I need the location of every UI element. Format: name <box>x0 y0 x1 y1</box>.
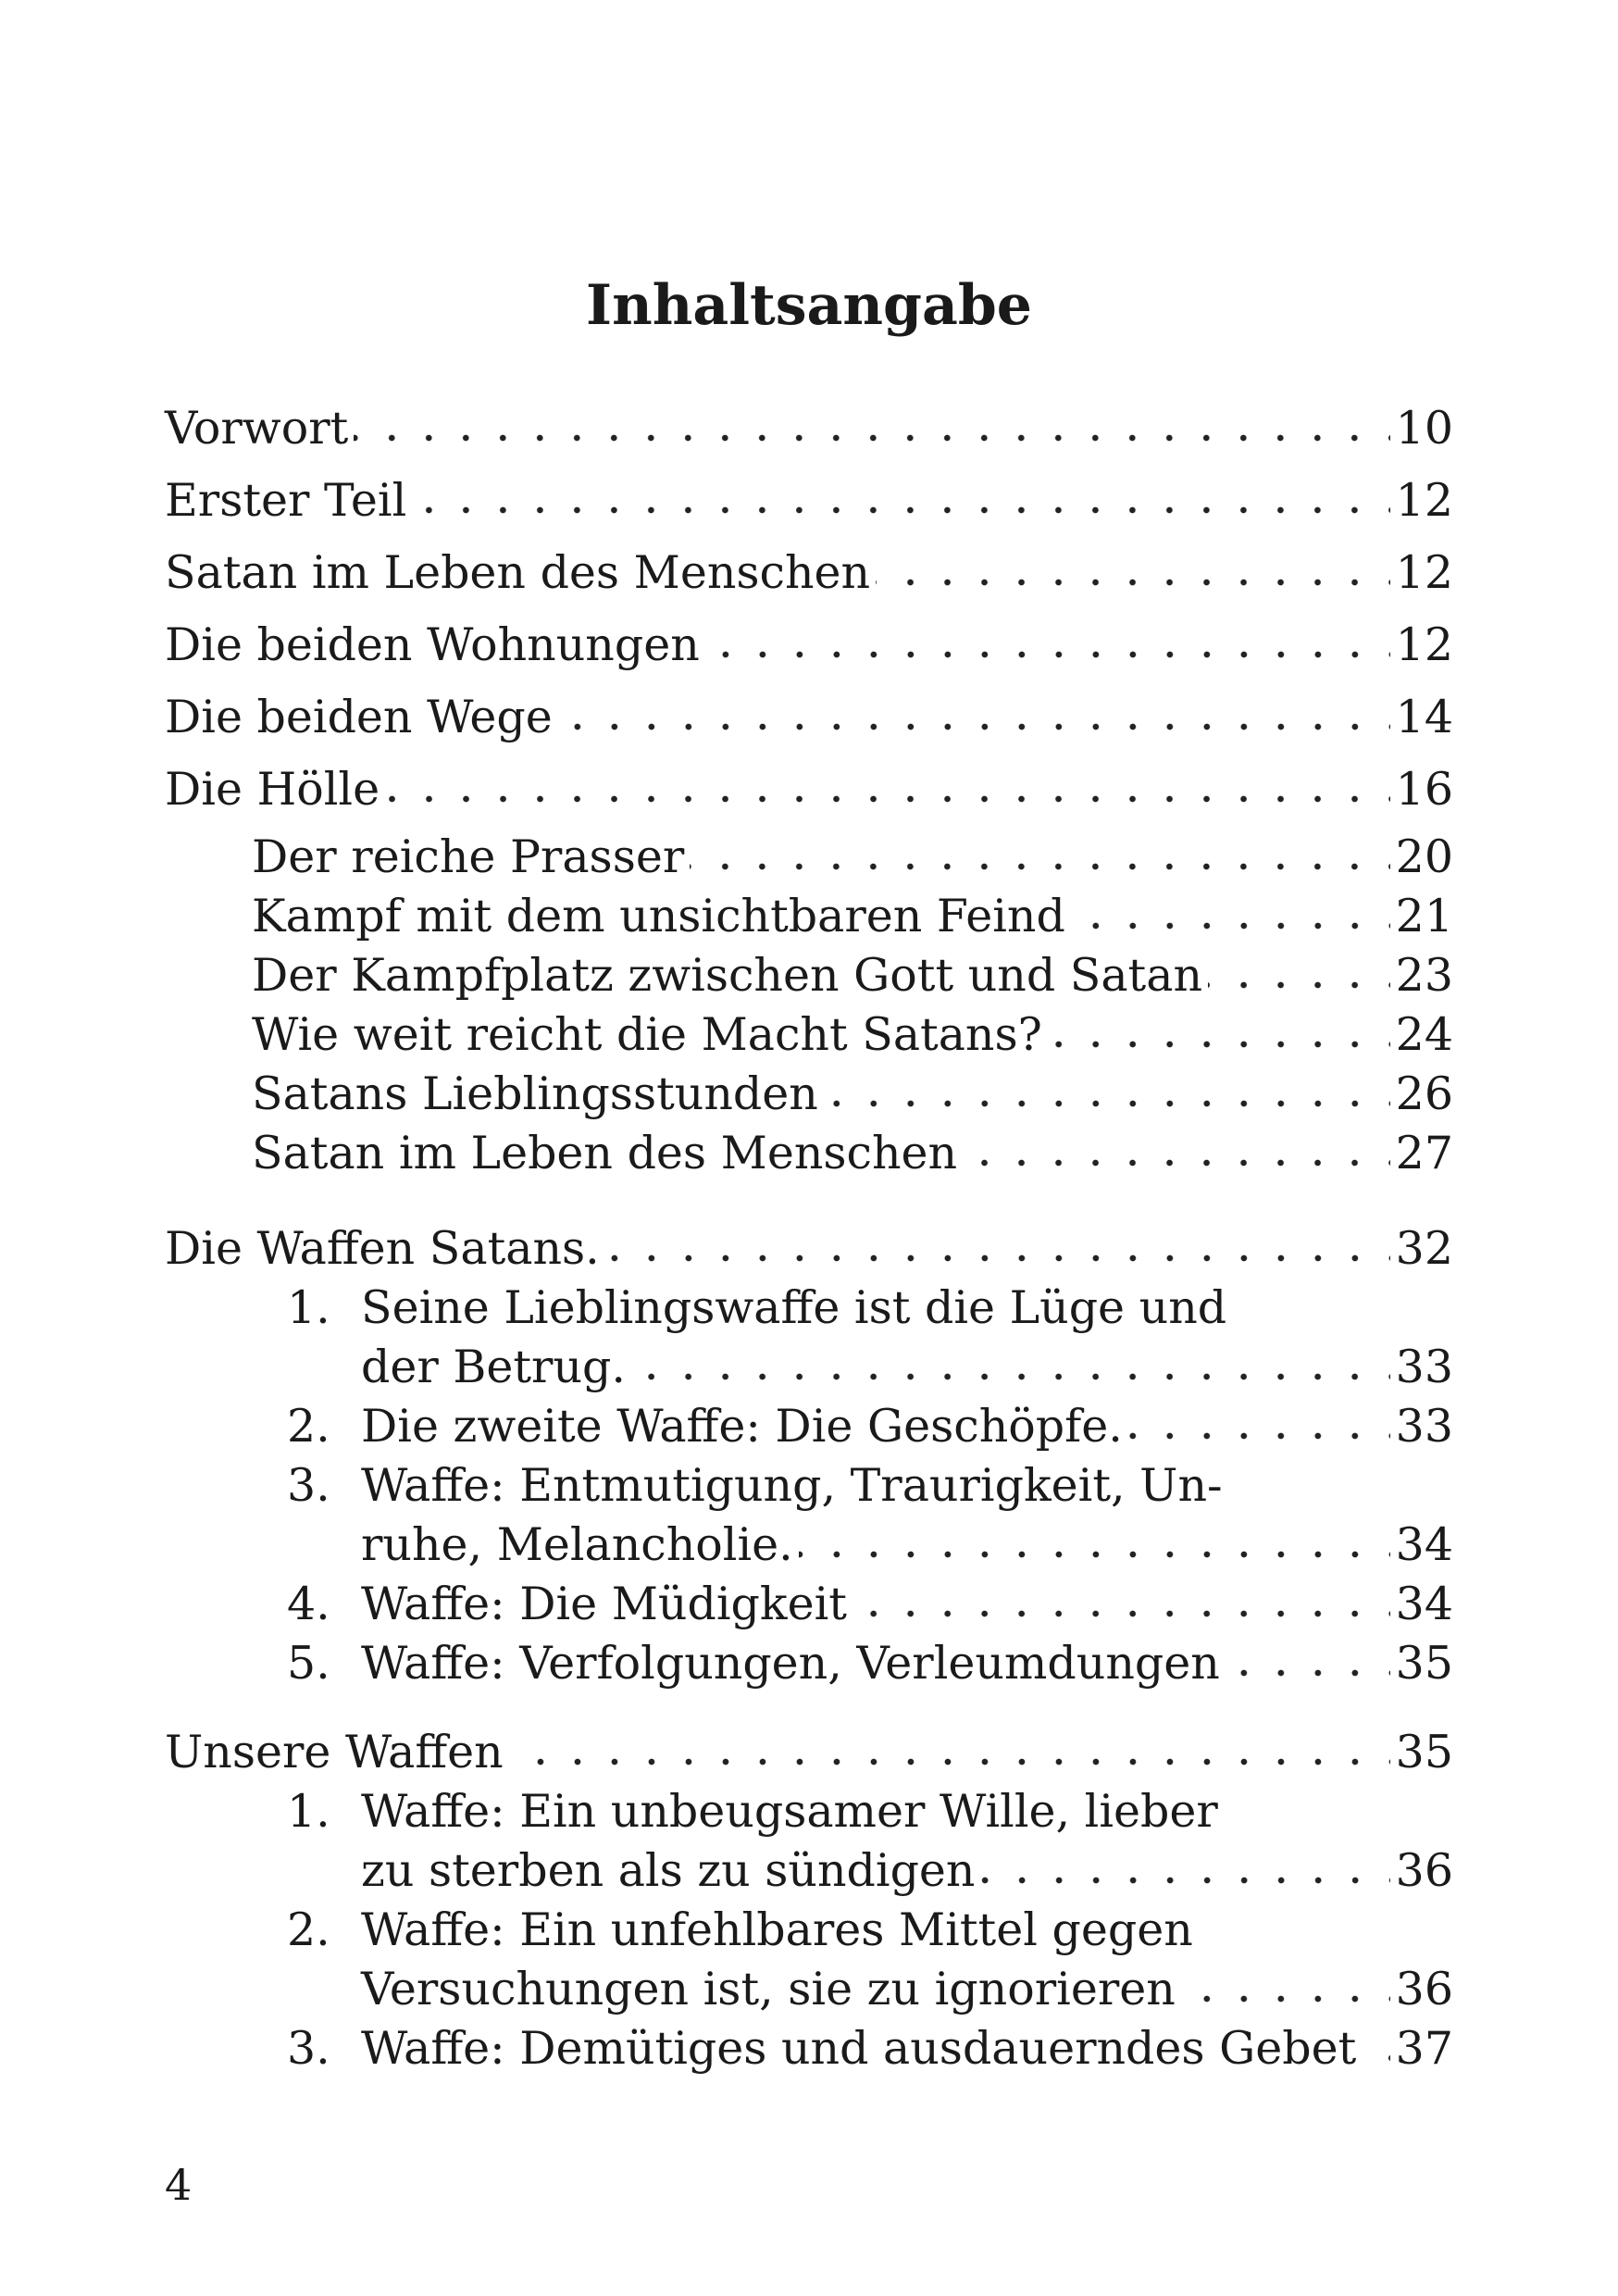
toc-subentry[interactable] <box>0 881 1618 946</box>
toc-entry-page: 33 <box>1395 1341 1453 1393</box>
toc-entry-page: 12 <box>1395 474 1453 527</box>
dot-leader <box>558 688 1390 747</box>
page-number: 4 <box>165 2160 193 2210</box>
toc-entry[interactable] <box>0 1717 1618 1782</box>
dot-leader <box>853 1575 1390 1634</box>
toc-entry-title: zu sterben als zu sündigen <box>361 1844 976 1897</box>
dot-leader <box>876 543 1390 603</box>
toc-entry-number: 2. <box>287 1400 330 1453</box>
dot-leader <box>824 1065 1390 1124</box>
dot-leader <box>705 616 1390 675</box>
toc-entry-page: 36 <box>1395 1963 1453 2015</box>
dot-leader <box>1071 887 1390 946</box>
toc-entry-page: 33 <box>1395 1400 1453 1453</box>
page-title: Inhaltsangabe <box>586 273 1032 338</box>
toc-entry-title: Vorwort <box>165 402 349 455</box>
toc-entry-page: 36 <box>1395 1844 1453 1897</box>
toc-entry-title: der Betrug. <box>361 1341 626 1393</box>
toc-entry-title: Die zweite Waffe: Die Geschöpfe. <box>361 1400 1123 1453</box>
dot-leader <box>799 1516 1390 1575</box>
toc-entry-page: 23 <box>1395 949 1453 1002</box>
toc-subentry[interactable] <box>0 1000 1618 1065</box>
dot-leader <box>631 1338 1390 1397</box>
toc-entry-title: Wie weit reicht die Macht Satans? <box>252 1008 1042 1061</box>
toc-entry-page: 27 <box>1395 1127 1453 1179</box>
toc-entry-title: Die Waffen Satans. <box>165 1222 600 1275</box>
toc-entry-title: Satan im Leben des Menschen <box>252 1127 958 1179</box>
toc-entry-number: 3. <box>287 2022 330 2075</box>
toc-entry-title: ruhe, Melancholie. <box>361 1518 793 1571</box>
toc-entry-title-line1: Waffe: Ein unfehlbares Mittel gegen <box>361 1903 1193 1956</box>
toc-entry-title: Die beiden Wege <box>165 691 553 743</box>
toc-entry-page: 21 <box>1395 890 1453 942</box>
toc-entry[interactable] <box>0 466 1618 530</box>
toc-numbered-entry[interactable] <box>0 1273 1618 1338</box>
toc-numbered-entry[interactable] <box>0 1628 1618 1693</box>
toc-entry-title-line1: Waffe: Ein unbeugsamer Wille, lieber <box>361 1785 1218 1838</box>
dot-leader <box>1128 1397 1390 1456</box>
toc-entry-number: 3. <box>287 1459 330 1512</box>
toc-entry-title: Kampf mit dem unsichtbaren Feind <box>252 890 1065 942</box>
toc-entry-page: 14 <box>1395 691 1453 743</box>
toc-numbered-entry-continuation <box>0 1836 1618 1901</box>
toc-entry-page: 34 <box>1395 1518 1453 1571</box>
toc-entry-page: 20 <box>1395 830 1453 883</box>
toc-entry-title: Waffe: Verfolgungen, Verleumdungen <box>361 1637 1220 1690</box>
toc-numbered-entry-continuation <box>0 1954 1618 2019</box>
toc-entry-number: 4. <box>287 1578 330 1630</box>
dot-leader <box>1181 1960 1390 2019</box>
dot-leader <box>1048 1005 1390 1065</box>
dot-leader <box>690 828 1389 887</box>
dot-leader <box>509 1723 1390 1782</box>
toc-numbered-entry[interactable] <box>0 2014 1618 2078</box>
toc-entry-page: 12 <box>1395 546 1453 599</box>
toc-entry[interactable] <box>0 610 1618 675</box>
toc-entry-title-line1: Seine Lieblingswaffe ist die Lüge und <box>361 1281 1227 1334</box>
dot-leader <box>385 760 1390 819</box>
toc-subentry[interactable] <box>0 1059 1618 1124</box>
toc-entry-title: Der Kampfplatz zwischen Gott und Satan <box>252 949 1203 1002</box>
toc-entry-page: 12 <box>1395 618 1453 671</box>
dot-leader <box>981 1841 1390 1901</box>
toc-entry-number: 2. <box>287 1903 330 1956</box>
toc-entry-page: 35 <box>1395 1637 1453 1690</box>
dot-leader <box>1226 1634 1390 1693</box>
toc-entry-number: 1. <box>287 1281 330 1334</box>
toc-entry-page: 34 <box>1395 1578 1453 1630</box>
toc-entry-page: 37 <box>1395 2022 1453 2075</box>
toc-entry-title: Satan im Leben des Menschen <box>165 546 871 599</box>
toc-entry-page: 24 <box>1395 1008 1453 1061</box>
toc-entry[interactable] <box>0 538 1618 603</box>
toc-entry-page: 32 <box>1395 1222 1453 1275</box>
toc-numbered-entry[interactable] <box>0 1569 1618 1634</box>
toc-entry[interactable] <box>0 682 1618 747</box>
toc-entry[interactable] <box>0 755 1618 819</box>
toc-entry-title-line1: Waffe: Entmutigung, Traurigkeit, Un- <box>361 1459 1223 1512</box>
toc-entry-title: Waffe: Demütiges und ausdauerndes Gebet <box>361 2022 1357 2075</box>
toc-entry-title: Die Hölle <box>165 763 380 816</box>
dot-leader <box>412 471 1389 530</box>
toc-entry-title: Satans Lieblingsstunden <box>252 1067 818 1120</box>
toc-entry-title: Unsere Waffen <box>165 1726 504 1778</box>
dot-leader <box>354 399 1389 458</box>
toc-entry[interactable] <box>0 1214 1618 1279</box>
toc-numbered-entry[interactable] <box>0 1895 1618 1960</box>
toc-entry-page: 26 <box>1395 1067 1453 1120</box>
toc-entry-title: Versuchungen ist, sie zu ignorieren <box>361 1963 1176 2015</box>
toc-subentry[interactable] <box>0 941 1618 1005</box>
toc-entry-page: 16 <box>1395 763 1453 816</box>
toc-entry-page: 35 <box>1395 1726 1453 1778</box>
toc-entry-title: Erster Teil <box>165 474 407 527</box>
toc-entry-title: Der reiche Prasser <box>252 830 685 883</box>
toc-entry[interactable] <box>0 393 1618 458</box>
dot-leader <box>963 1124 1390 1183</box>
toc-numbered-entry[interactable] <box>0 1451 1618 1516</box>
toc-entry-number: 5. <box>287 1637 330 1690</box>
dot-leader <box>1208 946 1390 1005</box>
toc-entry-title: Die beiden Wohnungen <box>165 618 700 671</box>
toc-subentry[interactable] <box>0 822 1618 887</box>
toc-entry-page: 10 <box>1395 402 1453 455</box>
toc-numbered-entry[interactable] <box>0 1777 1618 1841</box>
toc-entry-number: 1. <box>287 1785 330 1838</box>
toc-entry-title: Waffe: Die Müdigkeit <box>361 1578 847 1630</box>
toc-numbered-entry-continuation <box>0 1332 1618 1397</box>
toc-subentry[interactable] <box>0 1118 1618 1183</box>
toc-numbered-entry[interactable] <box>0 1391 1618 1456</box>
toc-numbered-entry-continuation <box>0 1510 1618 1575</box>
dot-leader <box>605 1219 1390 1279</box>
dot-leader <box>1362 2019 1389 2078</box>
